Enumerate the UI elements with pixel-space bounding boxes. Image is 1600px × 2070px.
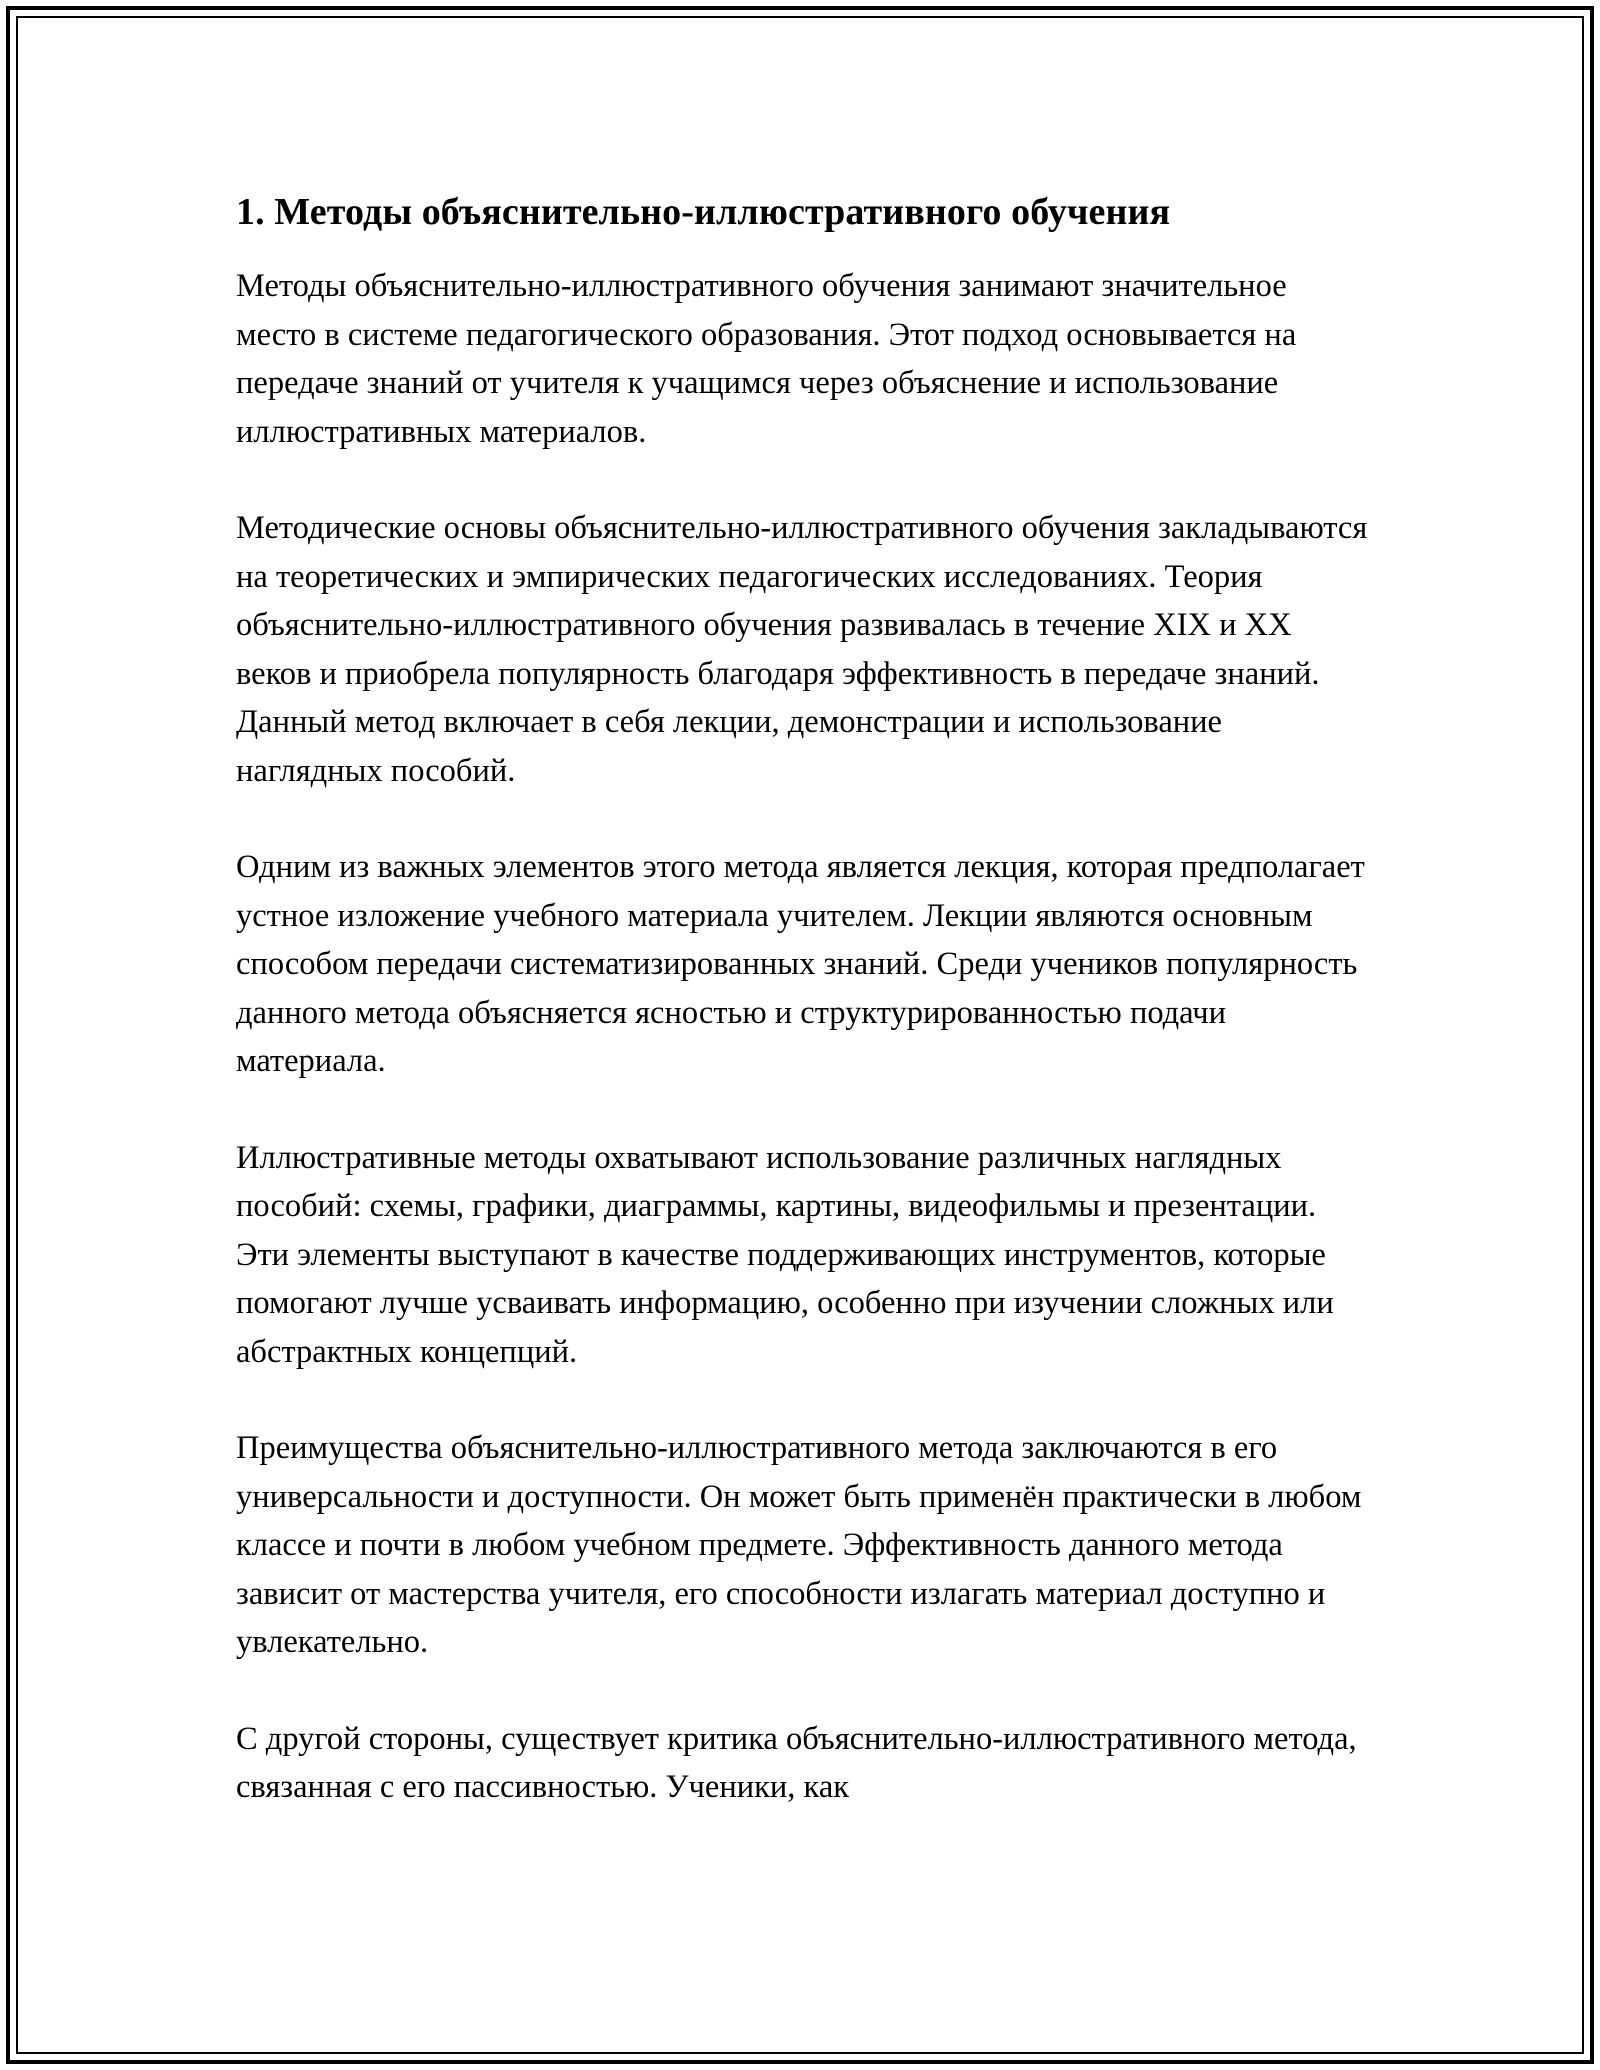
paragraph: Одним из важных элементов этого метода является лекция, которая предполагает устное изложение учебного материала учителем. Лекции являются основным способом передачи систематизированных знаний. Среди учеников популярность данного метода объясняется ясностью и структурированностью подачи материала. (236, 849, 1365, 1079)
paragraph: Методы объяснительно-иллюстративного обучения занимают значительное место в системе педагогического образования. Этот подход основывается на передаче знаний от учителя к учащимся через объяснение и использование иллюстративных материалов. (236, 268, 1297, 450)
section-heading: 1. Методы объяснительно-иллюстративного обучения (236, 191, 1171, 233)
paragraph: Преимущества объяснительно-иллюстративного метода заключаются в его универсальности и доступности. Он может быть применён практически в любом классе и почти в любом учебном предмете. Эффективность данного метода зависит от мастерства учителя, его способности излагать материал доступно и увлекательно. (236, 1430, 1362, 1660)
paragraph: С другой стороны, существует критика объяснительно-иллюстративного метода, связанная с его пассивностью. Ученики, как (236, 1720, 1357, 1805)
paragraph: Иллюстративные методы охватывают использование различных наглядных пособий: схемы, графики, диаграммы, картины, видеофильмы и презентации. Эти элементы выступают в качестве поддерживающих инструментов, которые помогают лучше усваивать информацию, особенно при изучении сложных или абстрактных концепций. (236, 1139, 1334, 1370)
paragraph: Методические основы объяснительно-иллюстративного обучения закладываются на теоретических и эмпирических педагогических исследованиях. Теория объяснительно-иллюстративного обучения развивалась в течение XIX и XX веков и приобрела популярность благодаря эффективность в передаче знаний. Данный метод включает в себя лекции, демонстрации и использование наглядных пособий. (236, 510, 1368, 789)
document-page (236, 186, 1371, 1860)
